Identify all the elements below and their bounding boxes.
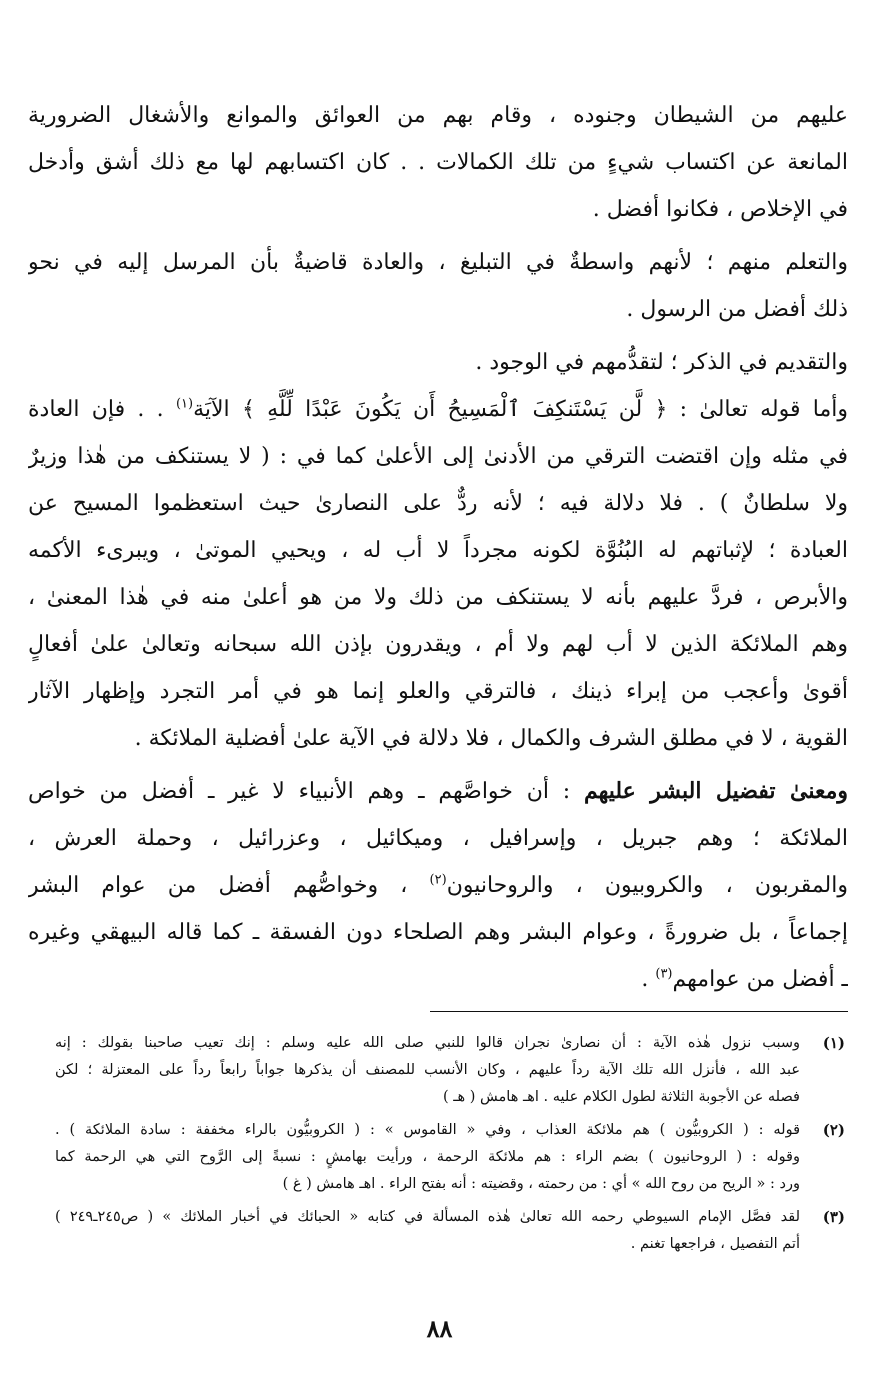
- footnote-text: [55, 1030, 800, 1111]
- footnote-line: قوله : ( الكروبيُّون ) هم ملائكة العذاب ، وفي « القاموس » : ( الكروبيُّون بالراء مخففة : سادة الملائكة ) .: [55, 1122, 800, 1138]
- text-line: أقوىٰ وأعجب من إبراء ذينك ، فالترقي والعلو إنما هو في أمر التجرد وإظهار الآثار: [28, 679, 848, 704]
- quran-verse: ﴿ لَّن يَسْتَنكِفَ ٱلْمَسِيحُ أَن يَكُونَ عَبْدًا لِّلَّهِ ﴾: [241, 397, 668, 422]
- text-line: إجماعاً ، بل ضرورةً ، وعوام البشر وهم الصلحاء دون الفسقة ـ كما قاله البيهقي وغيره: [28, 920, 848, 945]
- text-line: عليهم من الشيطان وجنوده ، وقام بهم من العوائق والموانع والأشغال الضرورية: [28, 103, 848, 128]
- footnote-number: (٢): [822, 1121, 845, 1139]
- text-line: المانعة عن اكتساب شيءٍ من تلك الكمالات . . كان اكتسابهم لها مع ذلك أشق وأدخل: [28, 150, 848, 175]
- page-number: ٨٨: [426, 1314, 453, 1343]
- text-segment: الآيَة: [193, 397, 242, 422]
- footnote-text: [55, 1117, 800, 1198]
- text-line: العبادة ؛ لإثباتهم له البُنُوَّة لكونه مجرداً لا أب له ، ويحيي الموتىٰ ، ويبرىء الأكمه: [28, 538, 848, 563]
- footnote: [55, 1030, 845, 1111]
- text-line: [28, 956, 848, 1003]
- footnote: [55, 1117, 845, 1198]
- footnote-line: وسبب نزول هٰذه الآية : أن نصارىٰ نجران قالوا للنبي صلى الله عليه وسلم : إنك تعيب صاحبنا بقولك : إنه: [55, 1035, 800, 1051]
- footnotes: [55, 1030, 845, 1264]
- text-line: الملائكة ؛ وهم جبريل ، وإسرافيل ، وميكائيل ، وعزرائيل ، وحملة العرش ،: [28, 826, 848, 851]
- footnote-line: لقد فصَّل الإمام السيوطي رحمه الله تعالىٰ هٰذه المسألة في كتابه « الحبائك في أخبار الملائك » ( ص٢٤٥ـ٢٤٩ ): [55, 1209, 800, 1225]
- text-line: ولا سلطانٌ ) . فلا دلالة فيه ؛ لأنه ردٌّ على النصارىٰ حيث استعظموا المسيح عن: [28, 491, 848, 516]
- footnote: [55, 1204, 845, 1258]
- text-line: [28, 862, 848, 909]
- text-segment: والمقربون ، والكروبيون ، والروحانيون: [446, 873, 848, 898]
- text-segment: : أن خواصَّهم ـ وهم الأنبياء لا غير ـ أفضل من خواص: [28, 779, 584, 804]
- text-line: والتقديم في الذكر ؛ لتقدُّمهم في الوجود .: [475, 350, 848, 375]
- footnote-line: فصله عن الأجوبة الثلاثة لطول الكلام عليه . اهـ هامش ( هـ ): [442, 1089, 800, 1105]
- text-segment: .: [641, 967, 656, 992]
- footnote-text: [55, 1204, 800, 1258]
- text-line: في مثله وإن اقتضت الترقي من الأدنىٰ إلى الأعلىٰ كما في : ( لا يستنكف من هٰذا وزيرٌ: [28, 444, 848, 469]
- text-line: [28, 768, 848, 815]
- text-segment: وأما قوله تعالىٰ :: [667, 397, 848, 422]
- footnote-separator: [430, 1011, 848, 1012]
- footnote-marker: (١): [175, 396, 194, 412]
- text-line: والأبرص ، فردَّ عليهم بأنه لا يستنكف من ذلك ولا من هو أعلىٰ منه في هٰذا المعنىٰ ،: [28, 585, 848, 610]
- text-line: وهم الملائكة الذين لا أب لهم ولا أم ، ويقدرون بإذن الله سبحانه وتعالىٰ علىٰ أفعالٍ: [28, 632, 848, 657]
- text-segment: . . فإن العادة: [28, 397, 176, 422]
- footnote-line: ورد : « الريح من روح الله » أي : من رحمته ، وقضيته : أنه بفتح الراء . اهـ هامش ( غ ): [282, 1176, 800, 1192]
- text-segment: ـ أفضل من عوامهم: [672, 967, 848, 992]
- footnote-number: (٣): [822, 1208, 845, 1226]
- footnote-line: وقوله : ( الروحانيون ) بضم الراء : هم ملائكة الرحمة ، ورأيت بهامشٍ : نسبةً إلى الرَّوح التي هي الرحمة كما: [55, 1149, 800, 1165]
- footnote-line: أتم التفصيل ، فراجعها تغنم .: [630, 1236, 800, 1252]
- footnote-marker: (٢): [429, 872, 447, 888]
- text-segment: ، وخواصُّهم أفضل من عوام البشر: [28, 873, 430, 898]
- text-line: [28, 386, 848, 433]
- footnote-line: عبد الله ، فأنزل الله تلك الآية رداً عليهم ، وكان الأنسب للمصنف أن يذكرها جواباً رابعاً رداً على المعتزلة ؛ لكن: [55, 1062, 800, 1078]
- main-text: [28, 92, 848, 1003]
- footnote-marker: (٣): [655, 966, 673, 982]
- text-line: والتعلم منهم ؛ لأنهم واسطةٌ في التبليغ ، والعادة قاضيةٌ بأن المرسل إليه في نحو: [28, 250, 848, 275]
- text-line: ذلك أفضل من الرسول .: [626, 297, 848, 322]
- text-line: في الإخلاص ، فكانوا أفضل .: [592, 197, 848, 222]
- bold-heading-phrase: ومعنىٰ تفضيل البشر عليهم: [583, 778, 848, 804]
- footnote-number: (١): [822, 1034, 845, 1052]
- text-line: القوية ، لا في مطلق الشرف والكمال ، فلا دلالة في الآية علىٰ أفضلية الملائكة .: [134, 726, 848, 751]
